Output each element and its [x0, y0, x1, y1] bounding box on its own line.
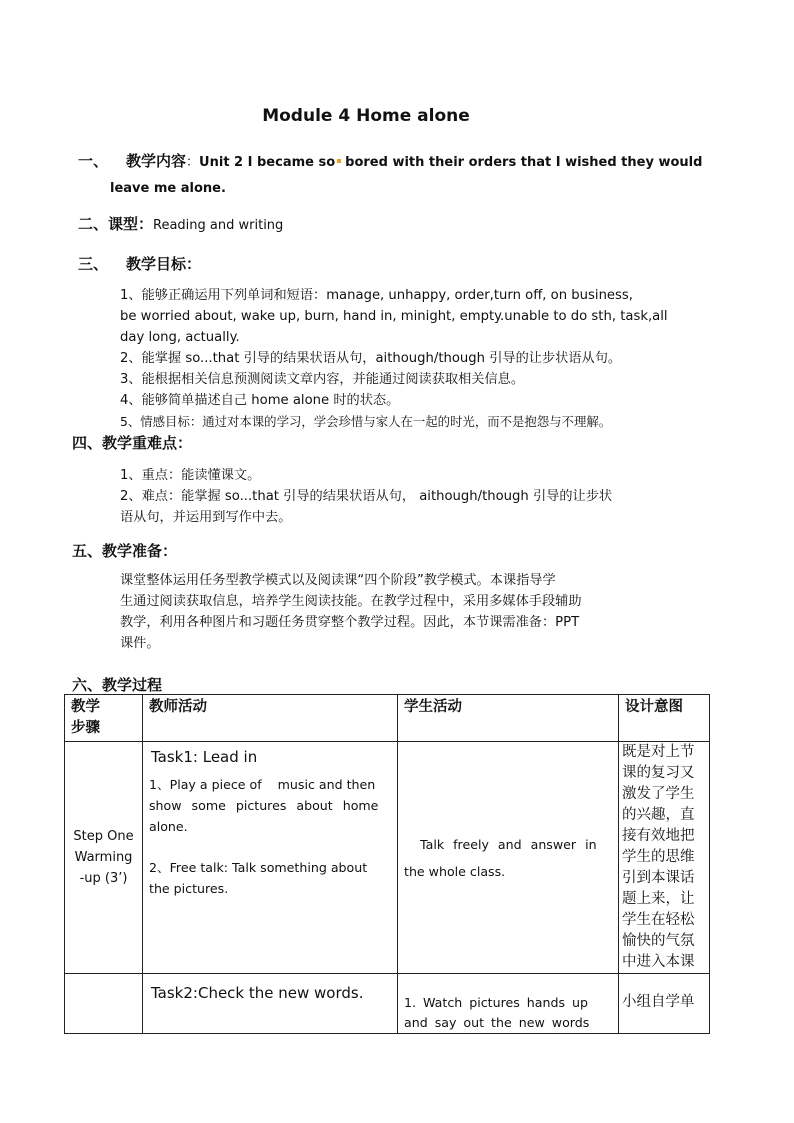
- teaching-process-table: [64, 694, 710, 1034]
- section-1-content-b: bored with their orders that I wished they would: [345, 155, 703, 170]
- section-1-label: 教学内容: [126, 152, 187, 170]
- design-intent-cell: 既是对上节 课的复习又 激发了学生 的兴趣，直 接有效地把 学生的思维 引到本课话 题上来，让 学生在轻松 愉快的气氛 中进入本课: [619, 742, 710, 974]
- objective-line: 5、情感目标：通过对本课的学习，学会珍惜与家人在一起的时光，而不是抱怨与不理解。: [120, 414, 612, 429]
- section-4-content: [120, 465, 612, 528]
- section-2-label: 二、课型：: [78, 215, 154, 233]
- task-title: Task2:Check the new words.: [151, 984, 364, 1002]
- table-row: [65, 974, 710, 1034]
- objective-line: 4、能够简单描述自己 home alone 时的状态。: [120, 393, 400, 408]
- student-activity-cell: Talk freely and answer in the whole class.: [398, 742, 619, 974]
- keypoint-line: 语从句，并运用到写作中去。: [120, 510, 292, 525]
- section-1-number: 一、: [78, 152, 109, 170]
- objective-line: day long, actually.: [120, 330, 240, 345]
- preparation-line: 课堂整体运用任务型教学模式以及阅读课“四个阶段”教学模式。本课指导学: [120, 573, 556, 588]
- table-row: [65, 742, 710, 974]
- section-2-heading: [78, 213, 283, 234]
- section-1-heading: 一、 教学内容：Unit 2 I became so bored with their orders that I wished they would: [78, 152, 703, 170]
- objective-line: 3、能根据相关信息预测阅读文章内容，并能通过阅读获取相关信息。: [120, 372, 525, 387]
- header-design-intent: 设计意图: [619, 695, 710, 742]
- table-header-row: [65, 695, 710, 742]
- section-4-heading: 四、教学重难点：: [72, 434, 193, 452]
- teacher-step-1: 1、Play a piece of music and then show some pictures about home alone.: [149, 777, 379, 834]
- keypoint-line: 1、重点：能读懂课文。: [120, 468, 261, 483]
- objective-line: 2、能掌握 so...that 引导的结果状语从句，aithough/though 引导的让步状语从句。: [120, 351, 622, 366]
- section-3-heading: [78, 253, 201, 274]
- cursor-marker: [337, 159, 341, 163]
- task-title: Task1: Lead in: [151, 748, 258, 766]
- preparation-line: 课件。: [120, 636, 160, 651]
- page-title: Module 4 Home alone: [262, 106, 470, 126]
- keypoint-line: 2、难点：能掌握 so...that 引导的结果状语从句， aithough/though 引导的让步状: [120, 489, 613, 504]
- header-student-activity: 学生活动: [398, 695, 619, 742]
- objective-line: 1、能够正确运用下列单词和短语：manage, unhappy, order,turn off, on business,: [120, 288, 633, 303]
- student-activity-cell: 1. Watch pictures hands up and say out the new words: [398, 974, 619, 1034]
- objective-line: be worried about, wake up, burn, hand in, minight, empty.unable to do sth, task,all: [120, 309, 668, 324]
- teacher-activity-cell: [143, 974, 398, 1034]
- step-cell: Step One Warming -up (3’): [65, 742, 143, 974]
- section-5-heading: 五、教学准备：: [72, 542, 178, 560]
- preparation-line: 生通过阅读获取信息，培养学生阅读技能。在教学过程中，采用多媒体手段辅助: [120, 594, 582, 609]
- header-step: 教学 步骤: [65, 695, 143, 742]
- section-3-objectives: [120, 285, 668, 432]
- section-3-number: 三、: [78, 255, 109, 273]
- section-1-content-c: leave me alone.: [110, 181, 226, 196]
- section-3-label: 教学目标：: [126, 255, 202, 273]
- section-5-content: [120, 570, 582, 654]
- step-cell: [65, 974, 143, 1034]
- preparation-line: 教学，利用各种图片和习题任务贯穿整个教学过程。因此，本节课需准备：PPT: [120, 615, 580, 630]
- section-6-heading: 六、教学过程: [72, 676, 163, 694]
- teacher-step-2: 2、Free talk: Talk something about the pictures.: [149, 860, 368, 896]
- section-2-content: Reading and writing: [153, 218, 284, 233]
- teacher-activity-cell: [143, 742, 398, 974]
- design-intent-cell: 小组自学单: [619, 974, 710, 1034]
- section-1-content-a: Unit 2 I became so: [199, 155, 336, 170]
- header-teacher-activity: 教师活动: [143, 695, 398, 742]
